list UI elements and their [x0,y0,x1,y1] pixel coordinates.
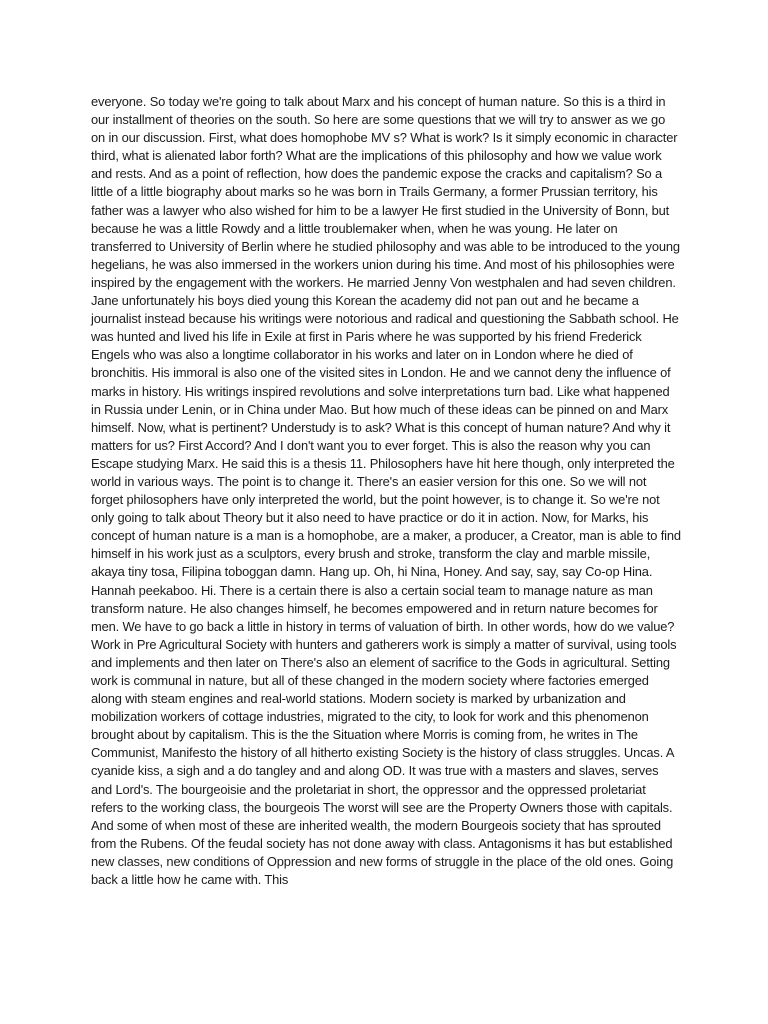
transcript-paragraph: everyone. So today we're going to talk about Marx and his concept of human nature. So this is a third in our installment of theories on the south. So here are some questions that we will try to answer as we go on in our discussion. First, what does homophobe MV s? What is work? Is it simply economic in character third, what is alienated labor forth? What are the implications of this philosophy and how we value work and rests. And as a point of reflection, how does the pandemic expose the cracks and capitalism? So a little of a little biography about marks so he was born in Trails Germany, a former Prussian territory, his father was a lawyer who also wished for him to be a lawyer He first studied in the University of Bonn, but because he was a little Rowdy and a little troublemaker when, when he was young. He later on transferred to University of Berlin where he studied philosophy and was able to be introduced to the young hegelians, he was also immersed in the workers union during his time. And most of his philosophies were inspired by the engagement with the workers. He married Jenny Von westphalen and had seven children. Jane unfortunately his boys died young this Korean the academy did not pan out and he became a journalist instead because his writings were notorious and radical and questioning the Sabbath school. He was hunted and lived his life in Exile at first in Paris where he was supported by his friend Frederick Engels who was also a longtime collaborator in his works and later on in London where he died of bronchitis. His immoral is also one of the visited sites in London. He and we cannot deny the influence of marks in history. His writings inspired revolutions and solve interpretations turn bad. Like what happened in Russia under Lenin, or in China under Mao. But how much of these ideas can be pinned on and Marx himself. Now, what is pertinent? Understudy is to ask? What is this concept of human nature? And why it matters for us? First Accord? And I don't want you to ever forget. This is also the reason why you can Escape studying Marx. He said this is a thesis 11. Philosophers have hit here though, only interpreted the world in various ways. The point is to change it. There's an easier version for this one. So we will not forget philosophers have only interpreted the world, but the point however, is to change it. So we're not only going to talk about Theory but it also need to have practice or do it in action. Now, for Marks, his concept of human nature is a man is a homophobe, are a maker, a producer, a Creator, man is able to find himself in his work just as a sculptors, every brush and stroke, transform the clay and marble missile, akaya tiny tosa, Filipina toboggan damn. Hang up. Oh, hi Nina, Honey. And say, say, say Co-op Hina. Hannah peekaboo. Hi. There is a certain there is also a certain social team to manage nature as man transform nature. He also changes himself, he becomes empowered and in return nature becomes for men. We have to go back a little in history in terms of valuation of birth. In other words, how do we value? Work in Pre Agricultural Society with hunters and gatherers work is simply a matter of survival, using tools and implements and then later on There's also an element of sacrifice to the Gods in agricultural. Setting work is communal in nature, but all of these changed in the modern society where factories emerged along with steam engines and real-world stations. Modern society is marked by urbanization and mobilization workers of cottage industries, migrated to the city, to look for work and this phenomenon brought about by capitalism. This is the the Situation where Morris is coming from, he writes in The Communist, Manifesto the history of all hitherto existing Society is the history of class struggles. Uncas. A cyanide kiss, a sigh and a do tangley and and along OD. It was true with a masters and slaves, serves and Lord's. The bourgeoisie and the proletariat in short, the oppressor and the oppressed proletariat refers to the working class, the bourgeois The worst will see are the Property Owners those with capitals. And some of when most of these are inherited wealth, the modern Bourgeois society that has sprouted from the Rubens. Of the feudal society has not done away with class. Antagonisms it has but established new classes, new conditions of Oppression and new forms of struggle in the place of the old ones. Going back a little how he came with. This [91,94,681,888]
